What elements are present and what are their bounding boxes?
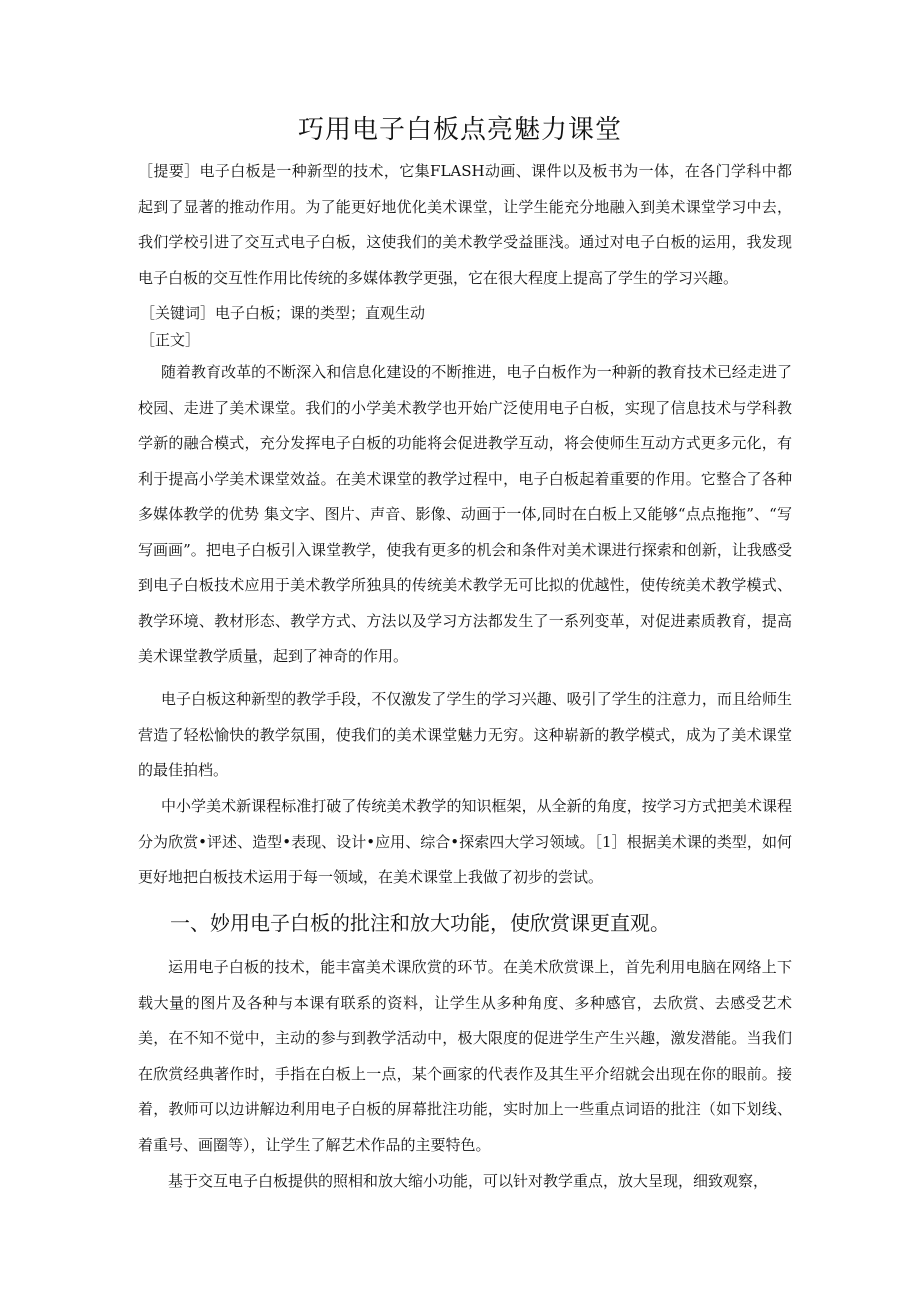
body-paragraph-1: 随着教育改革的不断深入和信息化建设的不断推进，电子白板作为一种新的教育技术已经走进了校园、走进了美术课堂。我们的小学美术教学也开始广泛使用电子白板，实现了信息技术与学科教学新的融合模式，充分发挥电子白板的功能将会促进教学互动，将会使师生互动方式更多元化，有利于提高小学美术课堂效益。在美术课堂的教学过程中，电子白板起着重要的作用。它整合了各种多媒体教学的优势 集文字、图片、声音、影像、动画于一体,同时在白板上又能够“点点拖拖”、“写写画画”。把电子白板引入课堂教学，使我有更多的机会和条件对美术课进行探索和创新，让我感受到电子白板技术应用于美术教学所独具的传统美术教学无可比拟的优越性，使传统美术教学模式、教学环境、教材形态、教学方式、方法以及学习方法都发生了一系列变革，对促进素质教育，提高美术课堂教学质量，起到了神奇的作用。 — [138, 363, 792, 665]
body-paragraph-2: 电子白板这种新型的教学手段，不仅激发了学生的学习兴趣、吸引了学生的注意力，而且给师生营造了轻松愉快的教学氛围，使我们的美术课堂魅力无穷。这种崭新的教学模式，成为了美术课堂的最佳拍档。 — [138, 690, 792, 779]
document-title: 巧用电子白板点亮魅力课堂 — [297, 115, 622, 145]
body-label: ［正文］ — [140, 331, 201, 349]
section-1-paragraph-1: 运用电子白板的技术，能丰富美术课欣赏的环节。在美术欣赏课上，首先利用电脑在网络上下载大量的图片及各种与本课有联系的资料，让学生从多种角度、多种感官，去欣赏、去感受艺术美，在不知不觉中，主动的参与到教学活动中，极大限度的促进学生产生兴趣，激发潜能。当我们在欣赏经典著作时，手指在白板上一点，某个画家的代表作及其生平介绍就会出现在你的眼前。接着，教师可以边讲解边利用电子白板的屏幕批注功能，实时加上一些重点词语的批注（如下划线、着重号、画圈等），让学生了解艺术作品的主要特色。 — [138, 958, 792, 1154]
section-1-paragraph-2: 基于交互电子白板提供的照相和放大缩小功能，可以针对教学重点，放大呈现，细致观察， — [168, 1172, 769, 1190]
body-paragraph-3: 中小学美术新课程标准打破了传统美术教学的知识框架，从全新的角度，按学习方式把美术课程分为欣赏•评述、造型•表现、设计•应用、综合•探索四大学习领域。［1］根据美术课的类型，如何更好地把白板技术运用于每一领域，在美术课堂上我做了初步的尝试。 — [138, 797, 792, 886]
section-1-heading: 一、妙用电子白板的批注和放大功能，使欣赏课更直观。 — [170, 911, 670, 935]
keywords-line: ［关键词］电子白板；课的类型；直观生动 — [140, 304, 426, 322]
abstract-paragraph: ［提要］电子白板是一种新型的技术，它集FLASH动画、课件以及板书为一体，在各门学科中都起到了显著的推动作用。为了能更好地优化美术课堂，让学生能充分地融入到美术课堂学习中去，我们学校引进了交互式电子白板，这使我们的美术教学受益匪浅。通过对电子白板的运用，我发现电子白板的交互性作用比传统的多媒体教学更强，它在很大程度上提高了学生的学习兴趣。 — [138, 162, 792, 287]
